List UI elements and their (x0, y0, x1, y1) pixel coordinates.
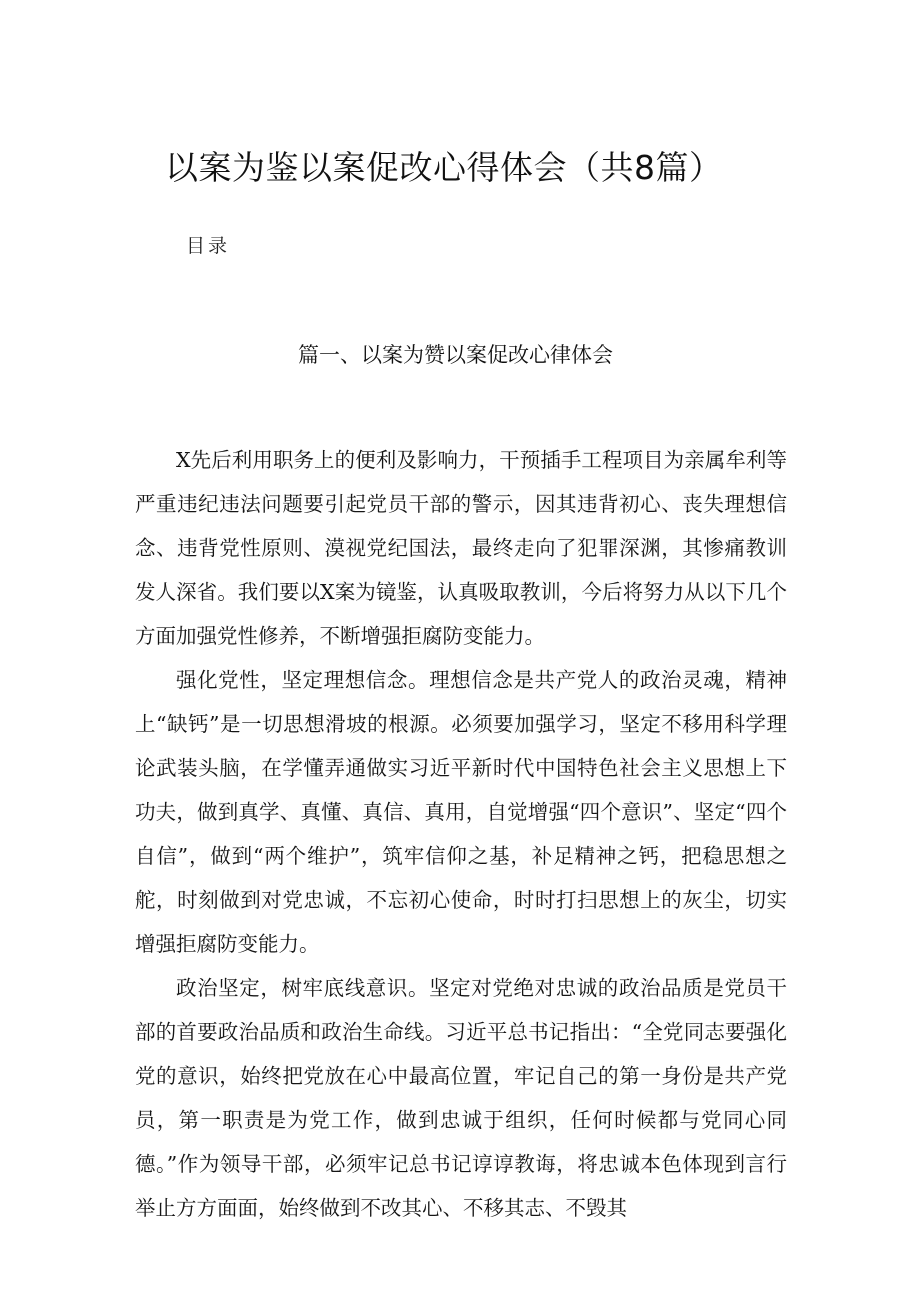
table-of-contents-label: 目录 (186, 235, 231, 257)
paragraph: X先后利用职务上的便利及影响力，干预插手工程项目为亲属牟利等严重违纪违法问题要引起党员干部的警示，因其违背初心、丧失理想信念、违背党性原则、漠视党纪国法，最终走向了犯罪深渊，其惨痛教训发人深省。我们要以X案为镜鉴，认真吸取教训，今后将努力从以下几个方面加强党性修养，不断增强拒腐防变能力。 (135, 448, 787, 648)
paragraph: 强化党性，坚定理想信念。理想信念是共产党人的政治灵魂，精神上“缺钙”是一切思想滑坡的根源。必须要加强学习，坚定不移用科学理论武装头脑，在学懂弄通做实习近平新时代中国特色社会主义思想上下功夫，做到真学、真懂、真信、真用，自觉增强“四个意识”、坚定“四个自信”，做到“两个维护”，筑牢信仰之基，补足精神之钙，把稳思想之舵，时刻做到对党忠诚，不忘初心使命，时时打扫思想上的灰尘，切实增强拒腐防变能力。 (135, 668, 787, 956)
section-heading: 篇一、以案为赞以案促改心律体会 (298, 343, 613, 367)
document-title: 以案为鉴以案促改心得体会（共8篇） (165, 148, 723, 187)
paragraph: 政治坚定，树牢底线意识。坚定对党绝对忠诚的政治品质是党员干部的首要政治品质和政治生命线。习近平总书记指出：“全党同志要强化党的意识，始终把党放在心中最高位置，牢记自己的第一身份是共产党员，第一职责是为党工作，做到忠诚于组织，任何时候都与党同心同德。”作为领导干部，必须牢记总书记谆谆教诲，将忠诚本色体现到言行举止方方面面，始终做到不改其心、不移其志、不毁其 (135, 976, 787, 1220)
body-text (135, 438, 787, 1230)
